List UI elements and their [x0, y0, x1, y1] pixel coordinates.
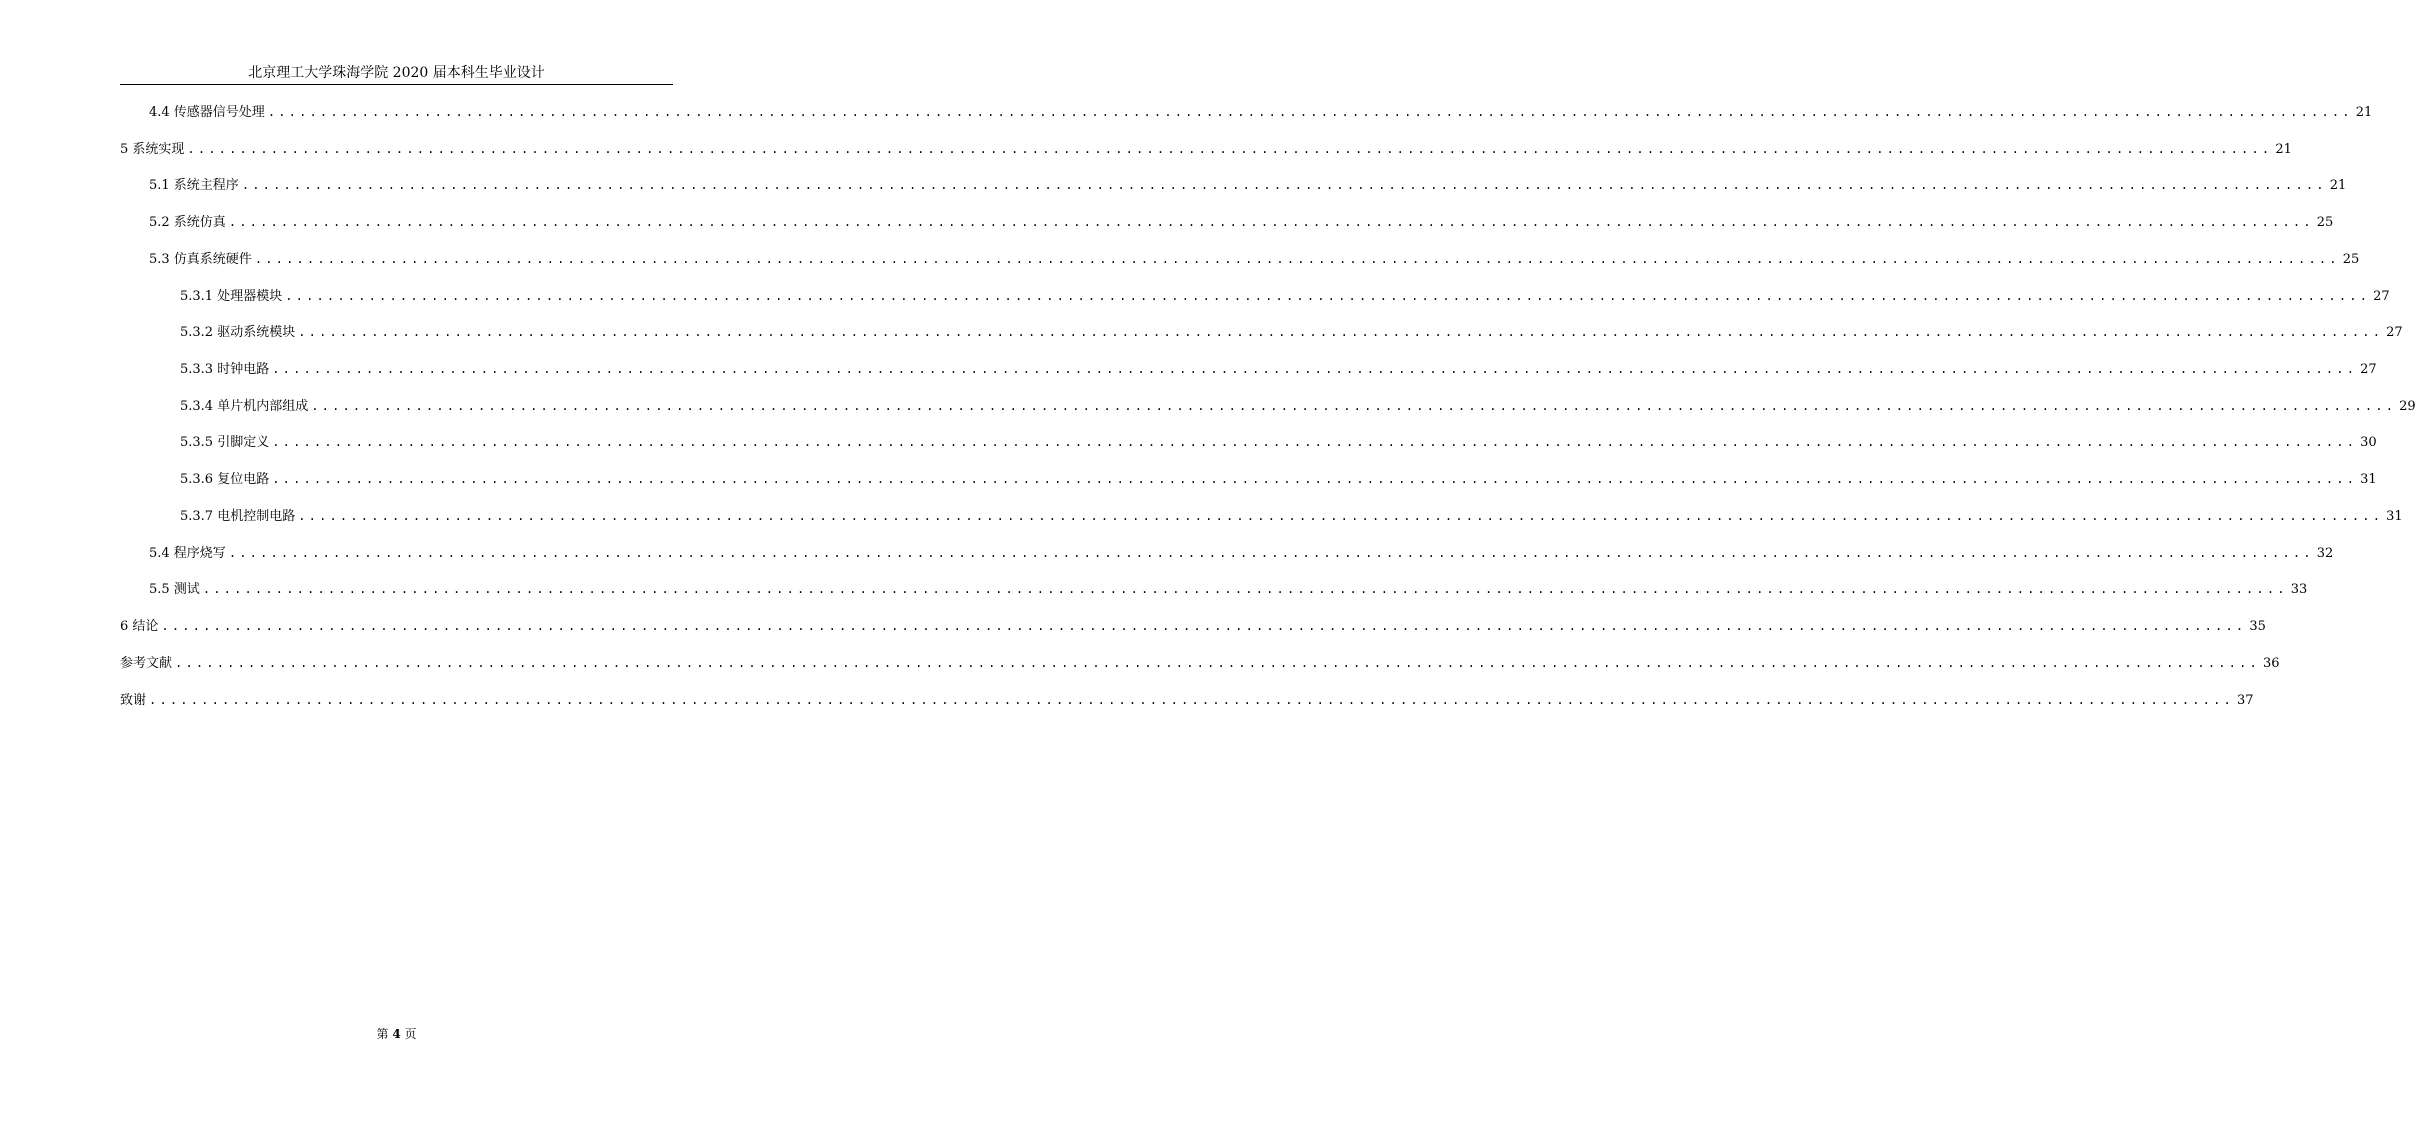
toc-entry-page: 31: [2360, 472, 2377, 487]
toc-entry-page: 27: [2386, 325, 2403, 340]
toc-entry[interactable]: [149, 102, 2373, 122]
dot-leader: ........................................................................................................................................................................................................: [241, 178, 2327, 192]
toc-entry-page: 32: [2316, 546, 2334, 561]
toc-entry-title: 5.3.4 单片机内部组成: [180, 399, 309, 414]
toc-entry-title: 5.3 仿真系统硬件: [149, 252, 252, 267]
footer-page-number: 4: [392, 1027, 401, 1041]
dot-leader: ........................................................................................................................................................................................................: [298, 509, 2384, 523]
toc-entry-page: 30: [2360, 435, 2377, 450]
toc-entry-title: 5.1 系统主程序: [149, 178, 239, 193]
toc-entry-page: 35: [2249, 619, 2266, 634]
toc-entry-page: 21: [2329, 178, 2347, 193]
dot-leader: ........................................................................................................................................................................................................: [285, 289, 2371, 303]
toc-entry-page: 21: [2355, 105, 2373, 120]
toc-entry-title: 5.3.7 电机控制电路: [180, 509, 296, 524]
toc-entry[interactable]: [180, 359, 2377, 379]
dot-leader: ........................................................................................................................................................................................................: [161, 619, 2247, 633]
dot-leader: ........................................................................................................................................................................................................: [311, 399, 2397, 413]
toc-entry[interactable]: [180, 322, 2403, 342]
dot-leader: ........................................................................................................................................................................................................: [175, 656, 2260, 670]
toc-entry-title: 4.4 传感器信号处理: [149, 105, 265, 120]
toc-entry-page: 31: [2386, 509, 2403, 524]
toc-entry-title: 5.2 系统仿真: [149, 215, 226, 230]
toc-entry-page: 33: [2290, 582, 2308, 597]
toc-entry[interactable]: [120, 690, 2254, 710]
toc-entry-page: 27: [2373, 289, 2390, 304]
toc-entry-page: 25: [2316, 215, 2334, 230]
dot-leader: ........................................................................................................................................................................................................: [298, 325, 2384, 339]
toc-entry-title: 致谢: [120, 693, 147, 708]
dot-leader: ........................................................................................................................................................................................................: [267, 105, 2353, 119]
page-footer: [0, 1026, 793, 1042]
toc-entry[interactable]: [180, 286, 2390, 306]
toc-entry[interactable]: [149, 249, 2360, 269]
dot-leader: ........................................................................................................................................................................................................: [187, 142, 2273, 156]
dot-leader: ........................................................................................................................................................................................................: [149, 693, 2234, 707]
dot-leader: ........................................................................................................................................................................................................: [228, 546, 2314, 560]
toc-entry-title: 5.3.5 引脚定义: [180, 435, 270, 450]
toc-entry[interactable]: [180, 469, 2377, 489]
header-title: 北京理工大学珠海学院 2020 届本科生毕业设计: [248, 65, 545, 81]
toc-entry-page: 37: [2236, 693, 2254, 708]
toc-entry[interactable]: [180, 432, 2377, 452]
toc-entry[interactable]: [120, 139, 2292, 159]
dot-leader: ........................................................................................................................................................................................................: [272, 435, 2358, 449]
toc-entry[interactable]: [180, 506, 2403, 526]
toc-entry[interactable]: [149, 212, 2334, 232]
dot-leader: ........................................................................................................................................................................................................: [228, 215, 2314, 229]
toc-entry-title: 5.5 测试: [149, 582, 200, 597]
toc-entry-title: 5.3.2 驱动系统模块: [180, 325, 296, 340]
toc-entry-title: 参考文献: [120, 656, 173, 671]
toc-entry-page: 21: [2275, 142, 2292, 157]
toc-entry-title: 5.3.3 时钟电路: [180, 362, 270, 377]
toc-entry-title: 5 系统实现: [120, 142, 185, 157]
toc-entry-title: 5.4 程序烧写: [149, 546, 226, 561]
toc-entry[interactable]: [180, 396, 2416, 416]
dot-leader: ........................................................................................................................................................................................................: [272, 362, 2358, 376]
toc-entry-title: 6 结论: [120, 619, 159, 634]
toc-entry[interactable]: [149, 543, 2334, 563]
toc-entry-title: 5.3.1 处理器模块: [180, 289, 283, 304]
dot-leader: ........................................................................................................................................................................................................: [202, 582, 2288, 596]
dot-leader: ........................................................................................................................................................................................................: [254, 252, 2340, 266]
toc-entry[interactable]: [120, 616, 2266, 636]
footer-prefix: 第: [376, 1027, 389, 1041]
footer-suffix: 页: [404, 1027, 417, 1041]
toc-entry[interactable]: [120, 653, 2280, 673]
toc-entry-page: 29: [2399, 399, 2416, 414]
toc-entry-page: 36: [2262, 656, 2280, 671]
toc-entry-title: 5.3.6 复位电路: [180, 472, 270, 487]
toc-entry-page: 27: [2360, 362, 2377, 377]
dot-leader: ........................................................................................................................................................................................................: [272, 472, 2358, 486]
toc-entry-page: 25: [2342, 252, 2360, 267]
toc-entry[interactable]: [149, 579, 2308, 599]
toc-entry[interactable]: [149, 175, 2347, 195]
